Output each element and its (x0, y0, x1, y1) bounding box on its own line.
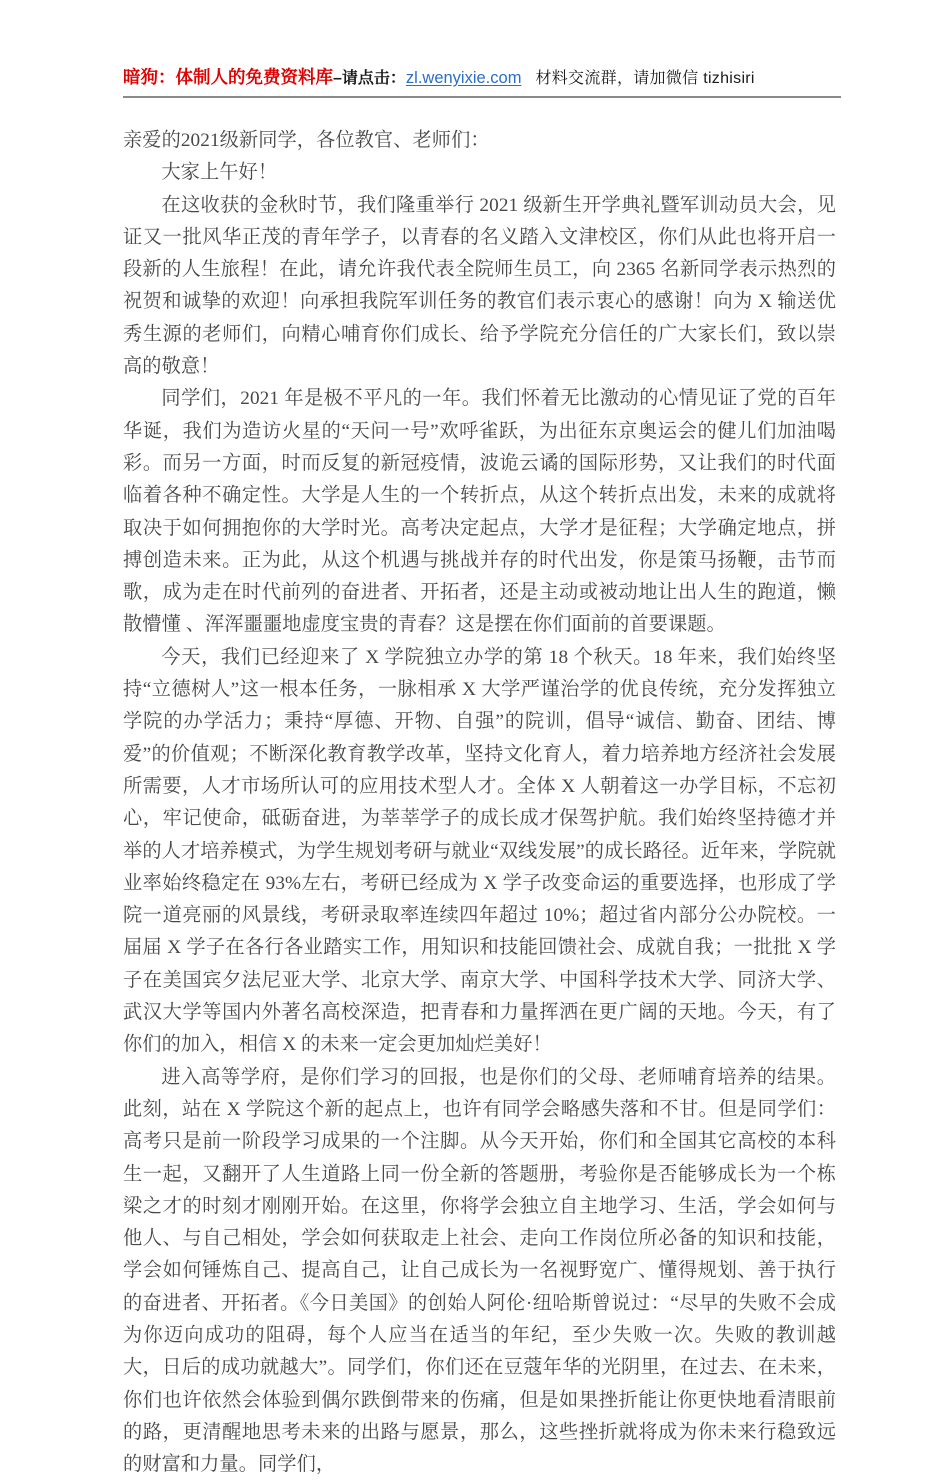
greeting-paragraph: 大家上午好！ (161, 162, 278, 184)
body-paragraph-1: 在这收获的金秋时节，我们隆重举行 2021 级新生开学典礼暨军训动员大会，见证又一批风华正茂的青年学子，以青春的名义踏入文津校区，你们从此也将开启一段新的人生旅程！在此，请允许我代表全院师生员工，向 2365 名新同学表示热烈的祝贺和诚挚的欢迎！向承担我院军训任务的教官们表示衷心的感谢！向为 X 输送优秀生源的老师们，向精心哺育你们成长、给予学院充分信任的广大家长们，致以崇高的敬意！ (123, 194, 836, 378)
header-divider-rule (123, 96, 841, 98)
body-paragraph-2: 同学们，2021 年是极不平凡的一年。我们怀着无比激动的心情见证了党的百年华诞，我们为造访火星的“天问一号”欢呼雀跃，为出征东京奥运会的健儿们加油喝彩。而另一方面，时而反复的新冠疫情，波诡云谲的国际形势，又让我们的时代面临着各种不确定性。大学是人生的一个转折点，从这个转折点出发，未来的成就将取决于如何拥抱你的大学时光。高考决定起点，大学才是征程；大学确定地点，拼搏创造未来。正为此，从这个机遇与挑战并存的时代出发，你是策马扬鞭，击节而歌，成为走在时代前列的奋进者、开拓者，还是主动或被动地让出人生的跑道，懒散懵懂 、浑浑噩噩地虚度宝贵的青春？这是摆在你们面前的首要课题。 (123, 388, 836, 636)
promo-header (123, 62, 841, 98)
promo-website-link[interactable]: zl.wenyixie.com (405, 69, 522, 87)
body-paragraph-4: 进入高等学府，是你们学习的回报，也是你们的父母、老师哺育培养的结果。此刻，站在 X 学院这个新的起点上，也许有同学会略感失落和不甘。但是同学们：高考只是前一阶段学习成果的一个注脚。从今天开始，你们和全国其它高校的本科生一起，又翻开了人生道路上同一份全新的答题册，考验你是否能够成长为一个栋梁之才的时刻才刚刚开始。在这里，你将学会独立自主地学习、生活，学会如何与他人、与自己相处，学会如何获取走上社会、走向工作岗位所必备的知识和技能，学会如何锤炼自己、提高自己，让自己成长为一名视野宽广、懂得规划、善于执行的奋进者、开拓者。《今日美国》的创始人阿伦·纽哈斯曾说过：“尽早的失败不会成为你迈向成功的阻碍，每个人应当在适当的年纪，至少失败一次。失败的教训越大，日后的成功就越大”。同学们，你们还在豆蔻年华的光阴里，在过去、在未来，你们也许依然会体验到偶尔跌倒带来的伤痛，但是如果挫折能让你更快地看清眼前的路，更清醒地思考未来的出路与愿景，那么，这些挫折就将成为你未来行稳致远的财富和力量。同学们， (123, 1066, 836, 1476)
document-body (123, 125, 836, 1481)
promo-header-line (123, 62, 841, 94)
body-paragraph-3: 今天，我们已经迎来了 X 学院独立办学的第 18 个秋天。18 年来，我们始终坚持“立德树人”这一根本任务，一脉相承 X 大学严谨治学的优良传统，充分发挥独立学院的办学活力；秉持“厚德、开物、自强”的院训，倡导“诚信、勤奋、团结、博爱”的价值观；不断深化教育教学改革，坚持文化育人，着力培养地方经济社会发展所需要，人才市场所认可的应用技术型人才。全体 X 人朝着这一办学目标，不忘初心，牢记使命，砥砺奋进，为莘莘学子的成长成才保驾护航。我们始终坚持德才并举的人才培养模式，为学生规划考研与就业“双线发展”的成长路径。近年来，学院就业率始终稳定在 93%左右，考研已经成为 X 学子改变命运的重要选择，也形成了学院一道亮丽的风景线，考研录取率连续四年超过 10%；超过省内部分公办院校。一届届 X 学子在各行各业踏实工作，用知识和技能回馈社会、成就自我；一批批 X 学子在美国宾夕法尼亚大学、北京大学、南京大学、中国科学技术大学、同济大学、武汉大学等国内外著名高校深造，把青春和力量挥洒在更广阔的天地。今天，有了你们的加入，相信 X 的未来一定会更加灿烂美好！ (123, 646, 836, 1056)
salutation-paragraph: 亲爱的2021级新同学，各位教官、老师们： (123, 130, 490, 151)
promo-red-label: 暗狗：体制人的免费资料库 (123, 67, 333, 87)
promo-wechat-note: 材料交流群，请加微信 tizhisiri (535, 70, 755, 87)
promo-click-prompt: –请点击： (333, 70, 406, 87)
